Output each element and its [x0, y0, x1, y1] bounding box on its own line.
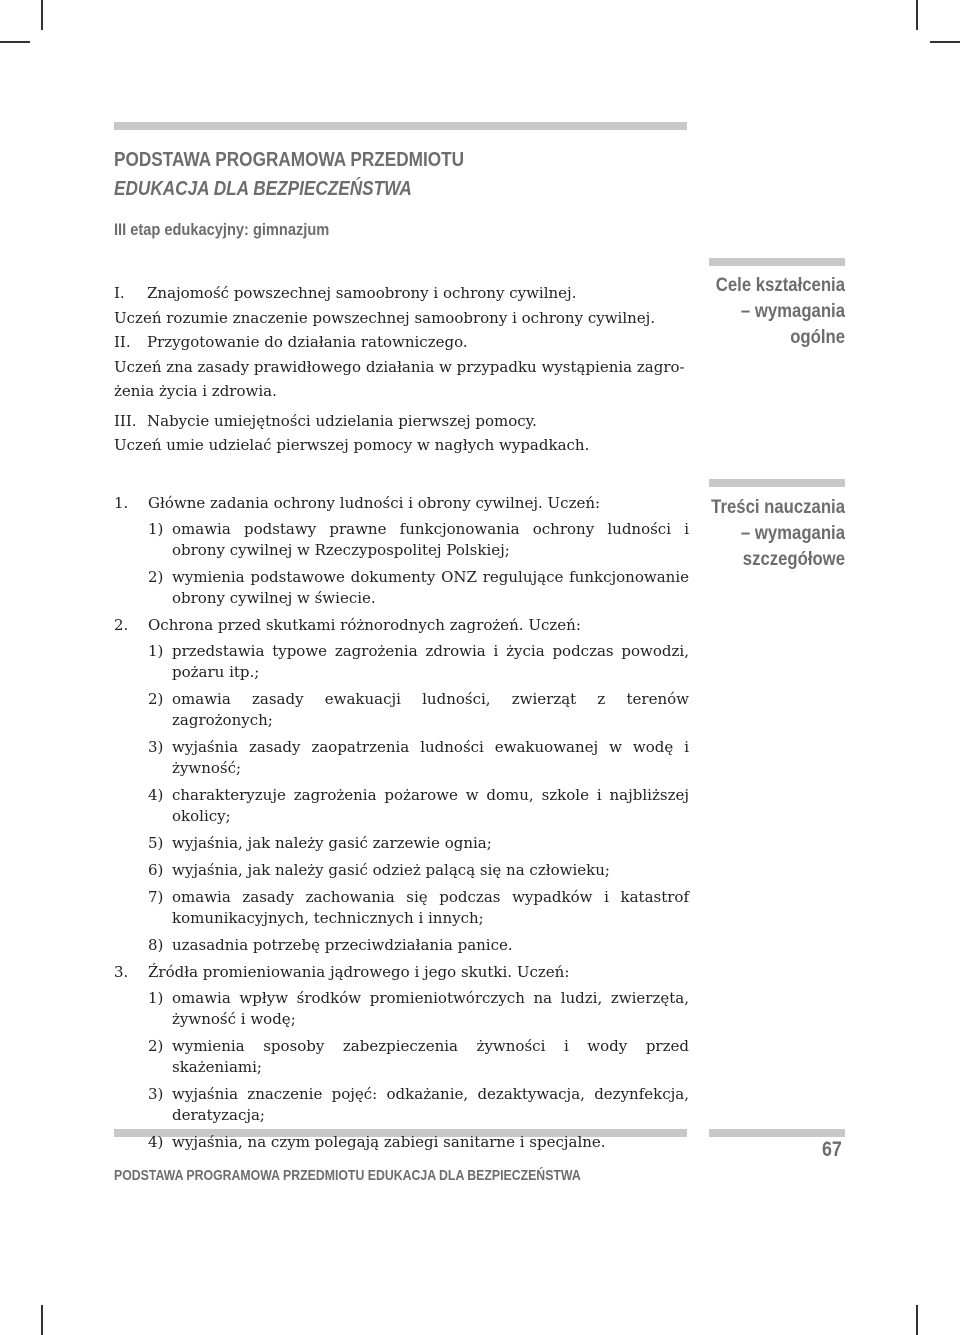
- list-item: 5) wyjaśnia, jak należy gasić zarzewie ognia;: [148, 834, 492, 852]
- goal-description: żenia życia i zdrowia.: [114, 382, 277, 400]
- content-rule: [709, 479, 845, 487]
- list-item: 4) wyjaśnia, na czym polegają zabiegi sanitarne i specjalne.: [148, 1133, 606, 1151]
- page-number: 67: [822, 1138, 842, 1161]
- stage-label: III etap edukacyjny: gimnazjum: [114, 220, 330, 239]
- subject-title: EDUKACJA DLA BEZPIECZEŃSTWA: [114, 178, 412, 200]
- goal-description: Uczeń zna zasady prawidłowego działania w przypadku wystąpienia zagro-: [114, 357, 685, 376]
- list-item: 1) omawia podstawy prawne funkcjonowania ochrony ludności i obrony cywilnej w Rzeczypospolitej Polskiej;: [148, 520, 689, 559]
- list-item: 8) uzasadnia potrzebę przeciwdziałania panice.: [148, 936, 513, 954]
- list-item: 6) wyjaśnia, jak należy gasić odzież palącą się na człowieku;: [148, 861, 610, 879]
- list-item: 3) wyjaśnia zasady zaopatrzenia ludności ewakuowanej w wodę i żywność;: [148, 738, 689, 777]
- list-item: 4) charakteryzuje zagrożenia pożarowe w domu, szkole i najbliższej okolicy;: [148, 786, 689, 825]
- crop-mark: [930, 41, 960, 43]
- list-item: 2) omawia zasady ewakuacji ludności, zwierząt z terenów zagrożonych;: [148, 690, 689, 729]
- crop-mark: [41, 0, 43, 30]
- goals-section: [114, 281, 689, 458]
- goals-rule: [709, 258, 845, 266]
- goal-description: Uczeń umie udzielać pierwszej pomocy w nagłych wypadkach.: [114, 436, 590, 454]
- goal-title: I. Znajomość powszechnej samoobrony i ochrony cywilnej.: [114, 284, 577, 302]
- list-item: 1) przedstawia typowe zagrożenia zdrowia i życia podczas powodzi, pożaru itp.;: [148, 642, 689, 681]
- list-item: 2) wymienia sposoby zabezpieczenia żywności i wody przed skażeniami;: [148, 1037, 689, 1076]
- crop-mark: [41, 1305, 43, 1335]
- topic-title: 1. Główne zadania ochrony ludności i obrony cywilnej. Uczeń:: [114, 494, 601, 512]
- list-item: 3) wyjaśnia znaczenie pojęć: odkażanie, dezaktywacja, dezynfekcja, deratyzacja;: [148, 1085, 689, 1124]
- crop-mark: [916, 0, 918, 30]
- list-item: 1) omawia wpływ środków promieniotwórczych na ludzi, zwierzęta, żywność i wodę;: [148, 989, 689, 1028]
- page-title: PODSTAWA PROGRAMOWA PRZEDMIOTU: [114, 149, 465, 171]
- top-rule: [114, 122, 687, 130]
- crop-mark: [916, 1305, 918, 1335]
- topic-title: 2. Ochrona przed skutkami różnorodnych zagrożeń. Uczeń:: [114, 616, 581, 634]
- side-label-goals: Cele kształcenia – wymagania ogólne: [715, 275, 845, 348]
- goal-title: II. Przygotowanie do działania ratowniczego.: [114, 333, 468, 351]
- pagenum-rule: [709, 1129, 845, 1137]
- crop-mark: [0, 41, 30, 43]
- topics-section: [114, 493, 689, 1159]
- goal-title: III. Nabycie umiejętności udzielania pierwszej pomocy.: [114, 411, 537, 430]
- footer-title: PODSTAWA PROGRAMOWA PRZEDMIOTU EDUKACJA DLA BEZPIECZEŃSTWA: [114, 1167, 581, 1184]
- goal-description: Uczeń rozumie znaczenie powszechnej samoobrony i ochrony cywilnej.: [114, 308, 656, 327]
- list-item: 2) wymienia podstawowe dokumenty ONZ regulujące funkcjonowanie obrony cywilnej w świecie.: [148, 568, 689, 607]
- side-label-content: Treści nauczania – wymagania szczegółowe: [711, 497, 845, 570]
- topic-title: 3. Źródła promieniowania jądrowego i jego skutki. Uczeń:: [114, 963, 570, 981]
- list-item: 7) omawia zasady zachowania się podczas wypadków i katastrof komunikacyjnych, technicznych i innych;: [148, 888, 689, 927]
